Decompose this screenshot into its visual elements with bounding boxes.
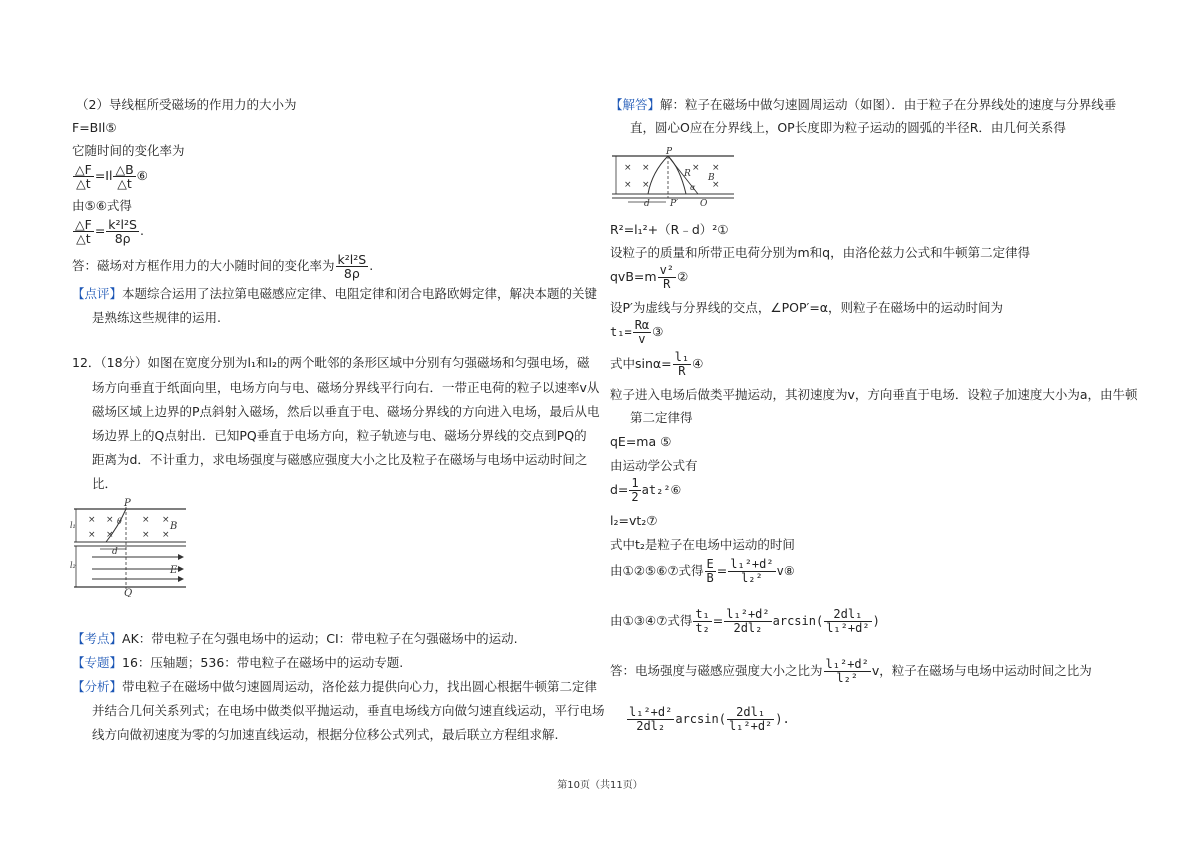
eq8: 由①②⑤⑥⑦式得 $\frac{E}{B}$ = $\frac{\text{l₁²+d²}}{\text{l₂²}}$ v⑧ [610,557,795,585]
rate-intro: 它随时间的变化率为 [72,143,185,158]
jieda-line-1: 【解答】解：粒子在磁场中做匀速圆周运动（如图）．由于粒子在分界线处的速度与分界线垂 [610,97,1117,112]
svg-text:×: × [106,515,114,525]
fig1-d: d [112,547,118,557]
comment-l1: 【点评】本题综合运用了法拉第电磁感应定律、电阻定律和闭合电路欧姆定律，解决本题的关键 [72,286,598,301]
fig1-P: P [124,498,131,509]
pp-line: 设P′为虚线与分界线的交点，∠POP′=α，则粒子在磁场中的运动时间为 [610,300,1004,315]
jieda-line-2: 直，圆心O应在分界线上，OP长度即为粒子运动的圆弧的半径R．由几何关系得 [630,120,1066,135]
svg-text:×: × [142,515,150,525]
fig2-alpha: α [690,183,696,192]
svg-text:×: × [142,530,150,540]
eq6-left: $\frac{\triangle F}{\triangle t}$ =Il $\frac{\triangle B}{\triangle t}$ ⑥ [75,162,148,191]
svg-text:×: × [106,530,114,540]
part2-title: （2）导线框所受磁场的作用力的大小为 [76,97,297,112]
fig1-E: E [170,565,178,576]
svg-text:×: × [642,180,650,190]
from56: 由⑤⑥式得 [72,198,132,213]
enter-line-1: 粒子进入电场后做类平抛运动，其初速度为v，方向垂直于电场．设粒子加速度大小为a，由牛顿 [610,387,1138,402]
q12-line-5: 距离为d．不计重力，求电场强度与磁感应强度大小之比及粒子在磁场与电场中运动时间之 [92,452,588,467]
svg-text:×: × [712,163,720,173]
svg-text:×: × [162,530,170,540]
fig2-O: O [700,199,708,208]
svg-text:×: × [88,515,96,525]
eq5-left: F=BIl⑤ [72,120,117,135]
mass-line: 设粒子的质量和所带正电荷分别为m和q，由洛伦兹力公式和牛顿第二定律得 [610,245,1031,260]
q12-line-3: 磁场区域上边界的P点斜射入磁场，然后以垂直于电、磁场分界线的方向进入电场，最后从电 [92,404,600,419]
fig1-theta: θ [117,517,122,526]
svg-text:×: × [642,163,650,173]
eq2: qvB=m $\frac{\text{v²}}{R}$ ② [610,263,689,291]
fig2-R: R [684,169,691,179]
fig2-Pp: P′ [670,199,679,208]
kaodian-line: 【考点】AK：带电粒子在匀强电场中的运动；CI：带电粒子在匀强磁场中的运动. [72,631,518,646]
fig2-d: d [644,199,650,208]
svg-text:×: × [88,530,96,540]
eq7: l₂=vt₂⑦ [610,513,658,528]
enter-line-2: 第二定律得 [630,410,693,425]
svg-text:×: × [692,163,700,173]
fig1-Q: Q [124,588,133,597]
eq5-right: qE=ma ⑤ [610,434,672,449]
eq4: 式中sinα= $\frac{\text{l₁}}{R}$ ④ [610,350,704,378]
page-footer: 第10页（共11页） [557,780,643,791]
q12-line-1: 12．（18分）如图在宽度分别为l₁和l₂的两个毗邻的条形区域中分别有匀强磁场和匀强电场，磁 [72,355,590,370]
svg-text:×: × [624,180,632,190]
fig1-l2: l₂ [70,561,76,570]
fig1-B: B [170,521,178,532]
zhuanti-line: 【专题】16：压轴题；536：带电粒子在磁场中的运动专题. [72,655,404,670]
eq6-right: d= $\frac{1}{2}$ at₂²⑥ [610,476,682,504]
q12-line-2: 场方向垂直于纸面向里，电场方向与电、磁场分界线平行向右．一带正电荷的粒子以速率v从 [92,380,600,395]
eq3: t₁= $\frac{R\alpha}{v}$ ③ [610,318,664,346]
svg-text:×: × [162,515,170,525]
comment-l2: 是熟练这些规律的运用. [92,310,221,325]
kinematics-line: 由运动学公式有 [610,458,698,473]
answer-right-1: 答：电场强度与磁感应强度大小之比为 $\frac{\text{l₁²+d²}}{\text{l₂²}}$ v，粒子在磁场与电场中运动时间之比为 [610,657,1092,685]
fig1-l1: l₁ [70,521,76,530]
q12-line-6: 比． [92,476,118,491]
svg-text:×: × [712,180,720,190]
eq-result: $\frac{\triangle F}{\triangle t}$ = $\frac{\text{k²l²S}}{8\rho}$ . [75,217,144,246]
eq1: R²=l₁²+（R﹣d）²① [610,222,729,237]
fig2-B: B [708,173,715,183]
t2-line: 式中t₂是粒子在电场中运动的时间 [610,537,795,552]
question-figure [70,497,190,597]
answer-line: 答：磁场对方框作用力的大小随时间的变化率为 $\frac{\text{k²l²S}}{8\rho}$ . [72,252,374,281]
q12-line-4: 场边界上的Q点射出．已知PQ垂直于电场方向，粒子轨迹与电、磁场分界线的交点到PQ的 [92,428,587,443]
fenxi-line-2: 并结合几何关系列式；在电场中做类似平抛运动，垂直电场线方向做匀速直线运动，平行电场 [92,703,605,718]
fenxi-line-3: 线方向做初速度为零的匀加速直线运动，根据分位移公式列式，最后联立方程组求解. [92,727,559,742]
fig2-P: P [666,147,673,157]
solution-figure [608,146,738,208]
fenxi-line-1: 【分析】带电粒子在磁场中做匀速圆周运动，洛伦兹力提供向心力，找出圆心根据牛顿第二定律 [72,679,598,694]
svg-text:×: × [624,163,632,173]
eq9: 由①③④⑦式得 $\frac{\text{t₁}}{\text{t₂}}$ = $\frac{\text{l₁²+d²}}{\text{2dl₂}}$ arcsin( $\frac{\text{2dl₁}}{\text{l₁²+d²}}$ ) [610,607,880,635]
answer-right-2: $\frac{\text{l₁²+d²}}{\text{2dl₂}}$ arcsin( $\frac{\text{2dl₁}}{\text{l₁²+d²}}$ ). [629,705,790,733]
